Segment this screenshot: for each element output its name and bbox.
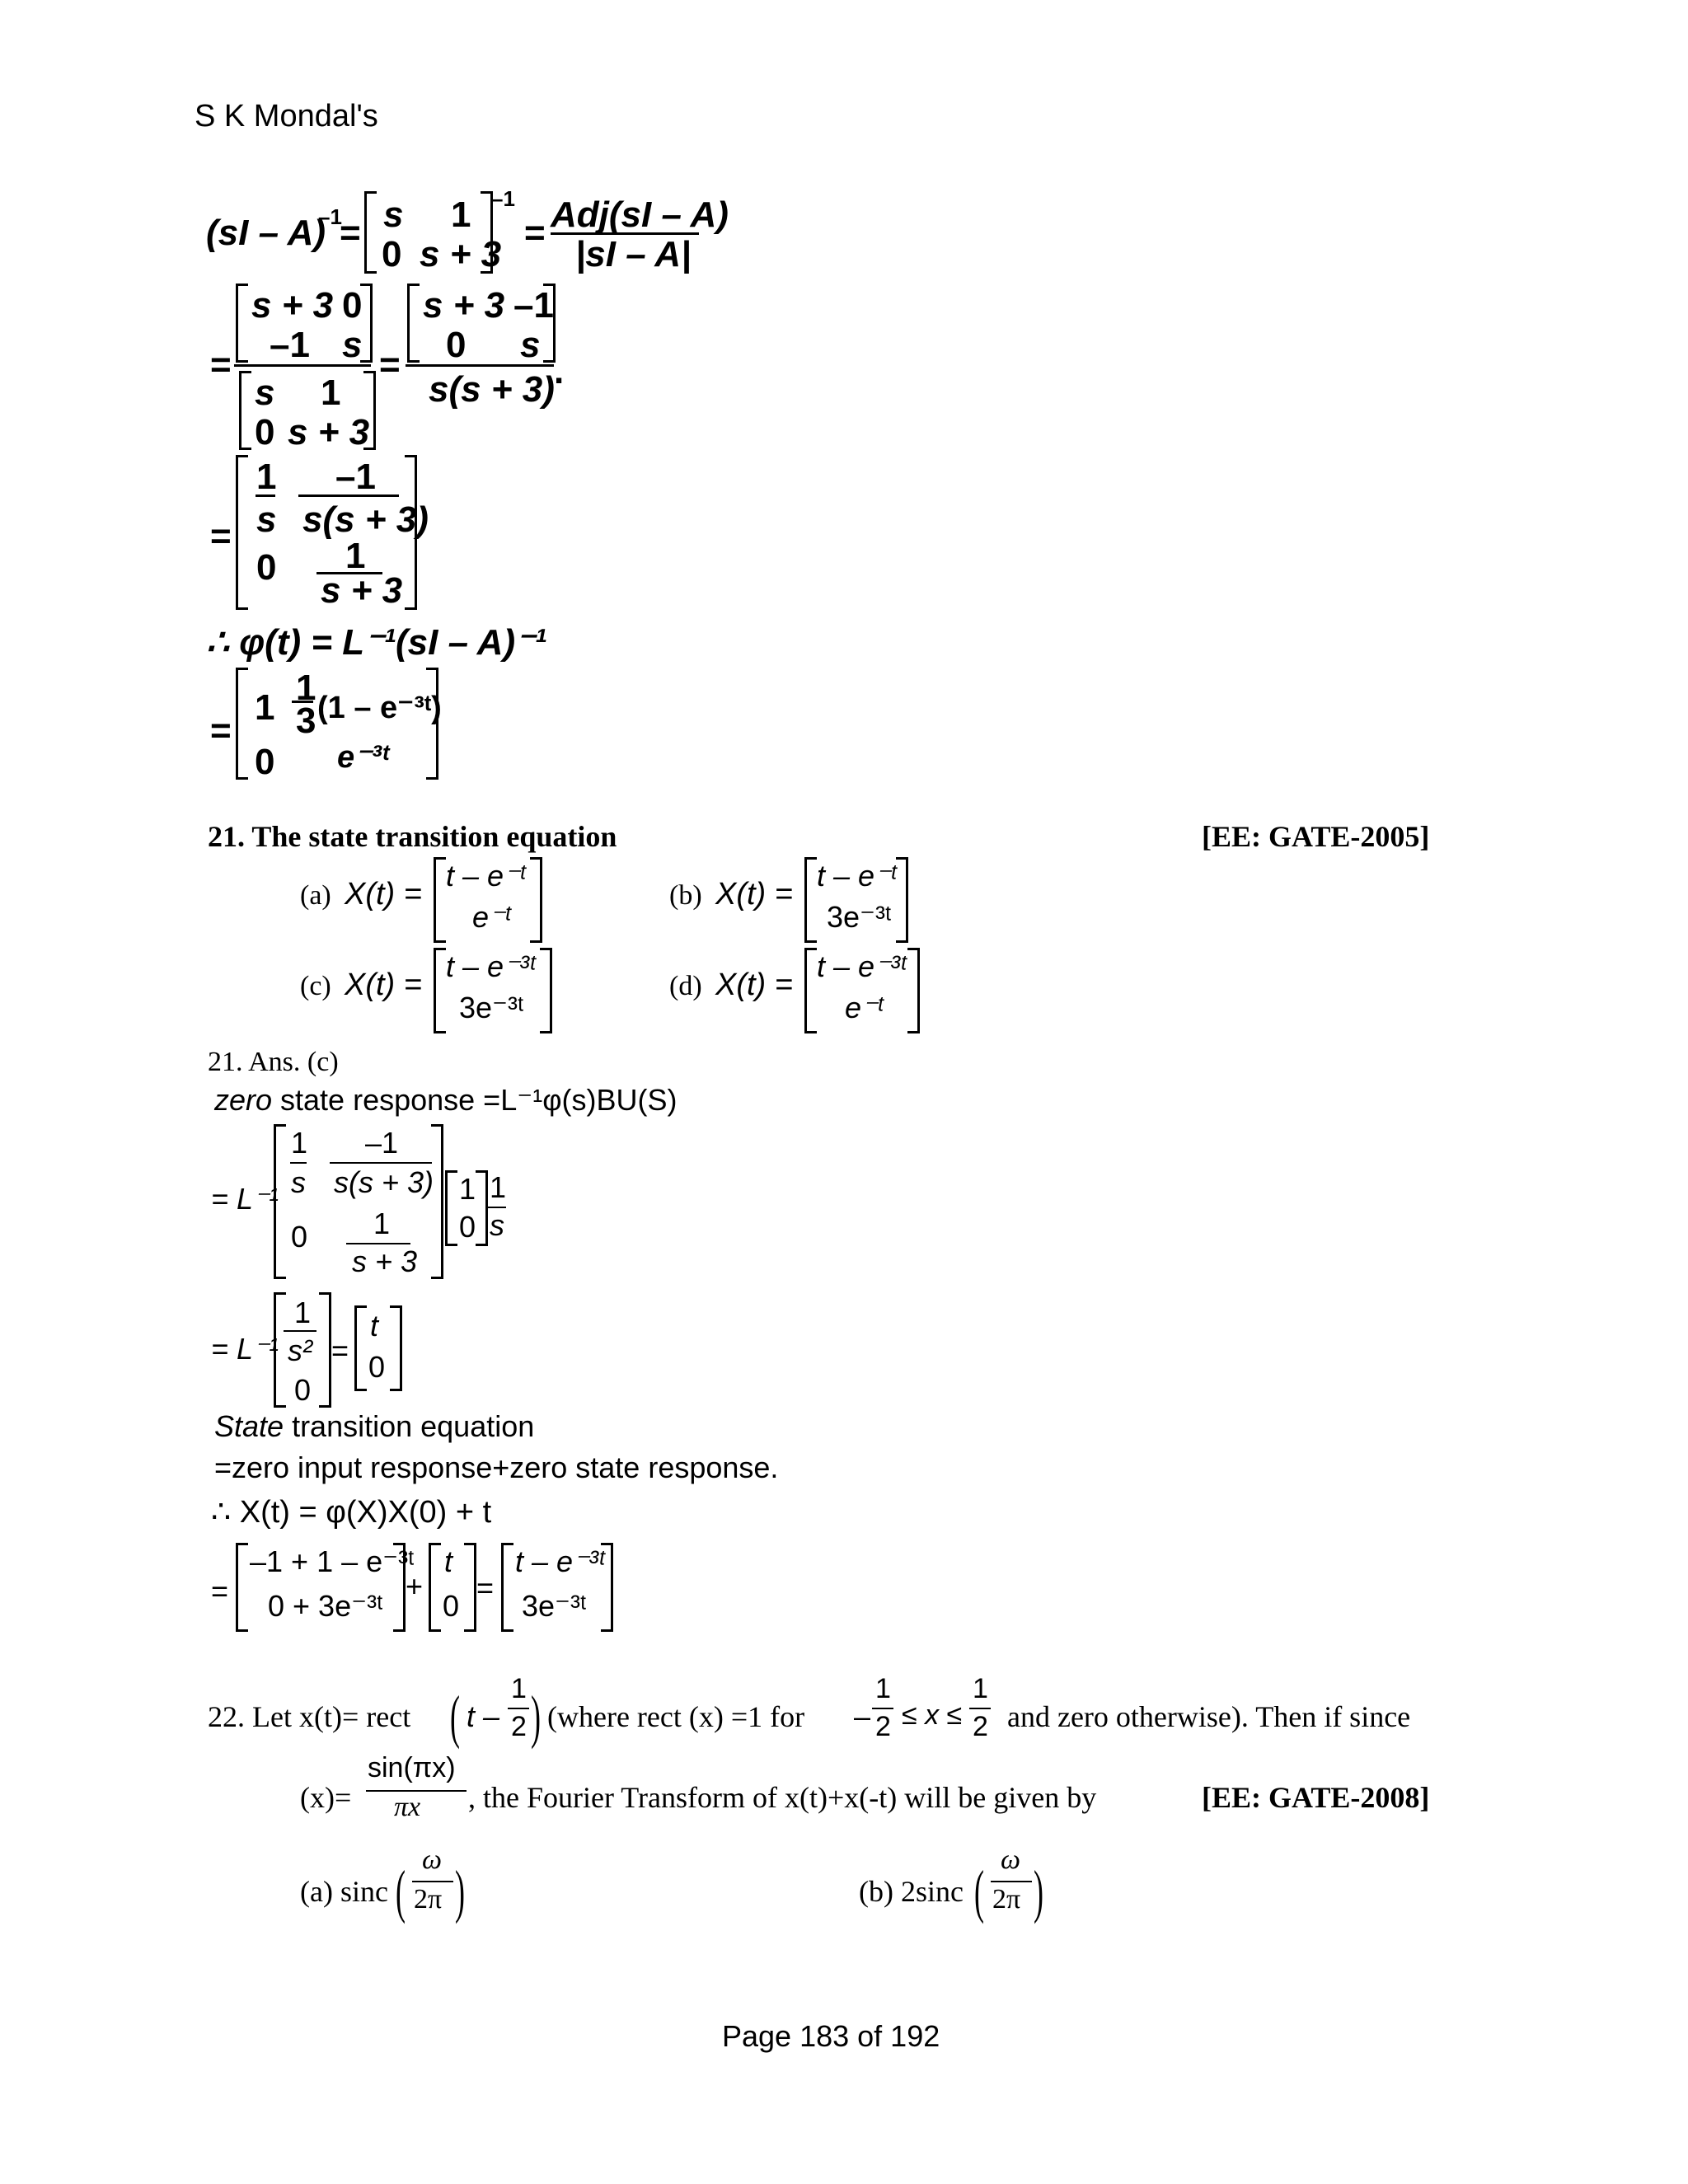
matrix-cell: s + 3 bbox=[420, 234, 502, 274]
one-over-s-squared bbox=[274, 1292, 331, 1408]
resolvent-matrix-2 bbox=[274, 1124, 443, 1279]
equals-sign: = bbox=[340, 213, 361, 253]
matrix-cell: 1 bbox=[255, 687, 275, 728]
fraction-bar bbox=[330, 1162, 432, 1164]
author-header: S K Mondal's bbox=[195, 99, 378, 134]
adjoint-numerator: Adj(sI – A) bbox=[551, 194, 729, 235]
matrix-cell: 0 bbox=[342, 285, 363, 326]
inverse-laplace: = L⁻¹ bbox=[211, 1182, 279, 1216]
matrix-cell: 0 bbox=[446, 325, 467, 365]
matrix-cell: t – e⁻ᵗ bbox=[446, 859, 526, 893]
italic-word: zero bbox=[214, 1083, 273, 1117]
matrix-cell: 1 bbox=[345, 536, 366, 576]
input-vector bbox=[445, 1170, 488, 1246]
right-paren: ) bbox=[455, 1858, 465, 1924]
final-matrix bbox=[501, 1543, 613, 1632]
matrix-cell: s + 3 bbox=[423, 285, 505, 326]
left-paren: ( bbox=[396, 1858, 406, 1924]
matrix-cell: (1 – e⁻³ᵗ) bbox=[317, 691, 442, 725]
inequality: ≤ x ≤ bbox=[902, 1699, 963, 1731]
state-equation-line: ∴ X(t) = φ(X)X(0) + t bbox=[211, 1495, 492, 1530]
fraction-numerator: sin(πx) bbox=[368, 1752, 456, 1783]
matrix-cell: s bbox=[342, 325, 363, 365]
matrix-cell: s bbox=[291, 1165, 306, 1199]
matrix-cell: 1 bbox=[373, 1207, 391, 1240]
option-matrix bbox=[434, 857, 542, 943]
option-label: (c) bbox=[300, 971, 331, 1001]
matrix-cell: s + 3 bbox=[352, 1244, 418, 1278]
option-matrix bbox=[804, 857, 908, 943]
question-21-title: 21. The state transition equation bbox=[208, 820, 617, 853]
fraction-numerator: 1 bbox=[973, 1673, 988, 1704]
option-label: (a) sinc bbox=[300, 1875, 388, 1908]
fraction-numerator: 1 bbox=[511, 1673, 527, 1704]
lhs-exponent: –1 bbox=[318, 204, 342, 229]
matrix-cell: –1 bbox=[365, 1126, 399, 1160]
fraction-bar bbox=[290, 1162, 307, 1164]
matrix-cell: 1 bbox=[459, 1172, 476, 1206]
matrix-cell: t – e⁻³ᵗ bbox=[515, 1544, 605, 1578]
phi-matrix bbox=[236, 668, 442, 782]
matrix-cell: t bbox=[370, 1309, 379, 1343]
equals-sign: = bbox=[331, 1333, 349, 1367]
matrix-cell: 1 bbox=[296, 668, 316, 708]
matrix-cell: s(s + 3) bbox=[302, 499, 429, 540]
matrix-cell: t – e⁻³ᵗ bbox=[817, 949, 907, 983]
equals-sign: = bbox=[476, 1571, 495, 1605]
matrix-cell: 0 bbox=[256, 547, 277, 588]
rect-argument: t – bbox=[467, 1699, 500, 1733]
fraction-numerator: ω bbox=[1001, 1844, 1021, 1875]
determinant-denominator: |sI – A| bbox=[575, 234, 692, 274]
option-label: (d) bbox=[669, 971, 702, 1001]
zero-state-vector bbox=[429, 1543, 476, 1632]
response-sum-line: =zero input response+zero state response. bbox=[214, 1451, 779, 1484]
matrix-cell: s + 3 bbox=[321, 570, 403, 611]
fraction-numerator: 1 bbox=[490, 1170, 507, 1204]
matrix-cell: 0 bbox=[459, 1210, 476, 1244]
matrix-cell: s bbox=[255, 373, 275, 413]
matrix-cell: t bbox=[444, 1544, 453, 1578]
matrix-exponent: –1 bbox=[491, 186, 515, 211]
line-text: state response =L⁻¹φ(s)BU(S) bbox=[272, 1083, 678, 1117]
period: . bbox=[554, 351, 565, 391]
resolvent-matrix bbox=[236, 455, 429, 611]
minus-sign: – bbox=[854, 1699, 871, 1733]
matrix-cell: 0 bbox=[443, 1589, 460, 1623]
option-label: (b) 2sinc bbox=[859, 1875, 964, 1908]
fraction-numerator: ω bbox=[422, 1844, 443, 1875]
matrix-sI-A bbox=[364, 191, 502, 274]
fraction-denominator: πx bbox=[394, 1792, 421, 1822]
matrix-cell: 0 bbox=[368, 1350, 386, 1384]
option-expression: X(t) = bbox=[715, 877, 793, 912]
fraction-denominator: 2π bbox=[992, 1884, 1021, 1915]
adjoint-matrix bbox=[236, 284, 373, 363]
matrix-cell: 1 bbox=[294, 1296, 312, 1329]
line-text: transition equation bbox=[284, 1409, 535, 1443]
matrix-cell: t – e⁻³ᵗ bbox=[446, 949, 536, 983]
equals-sign: = bbox=[210, 710, 232, 751]
question-22-text: (where rect (x) =1 for bbox=[547, 1700, 805, 1733]
fraction-bar bbox=[508, 1708, 529, 1709]
question-22-text: and zero otherwise). Then if since bbox=[1007, 1700, 1411, 1733]
matrix-cell: –1 bbox=[270, 325, 310, 365]
equals-sign: = bbox=[210, 516, 232, 556]
matrix-cell: 3e⁻³ᵗ bbox=[827, 900, 892, 934]
matrix-cell: 0 bbox=[294, 1373, 312, 1407]
matrix-cell: 1 bbox=[451, 194, 471, 235]
question-22-text: 22. Let x(t)= rect bbox=[208, 1700, 411, 1733]
matrix-cell: 3 bbox=[296, 701, 316, 741]
equals-sign: = bbox=[524, 213, 546, 253]
matrix-cell: s(s + 3) bbox=[334, 1165, 434, 1199]
matrix-cell: s bbox=[383, 194, 404, 235]
phi-definition: ∴ φ(t) = L⁻¹(sI – A)⁻¹ bbox=[206, 622, 546, 663]
matrix-cell: e⁻³ᵗ bbox=[337, 740, 389, 775]
fraction-denominator: 2 bbox=[511, 1711, 527, 1742]
zero-input-matrix bbox=[236, 1543, 415, 1632]
denominator: s(s + 3) bbox=[429, 369, 555, 410]
left-paren: ( bbox=[974, 1858, 984, 1924]
italic-word: State bbox=[214, 1409, 284, 1443]
fraction-bar bbox=[256, 494, 275, 497]
option-expression: X(t) = bbox=[345, 968, 422, 1002]
question-22-text: , the Fourier Transform of x(t)+x(-t) will be given by bbox=[468, 1781, 1097, 1814]
fraction-bar bbox=[284, 1330, 316, 1332]
matrix-cell: e⁻ᵗ bbox=[472, 900, 511, 934]
answer-21: 21. Ans. (c) bbox=[208, 1047, 339, 1077]
matrix-cell: 0 bbox=[255, 742, 275, 782]
option-label: (b) bbox=[669, 880, 702, 911]
fraction-bar bbox=[298, 494, 399, 497]
matrix-cell: 0 bbox=[291, 1220, 308, 1254]
equals-sign: = bbox=[210, 344, 232, 385]
fraction-bar bbox=[316, 572, 382, 574]
fraction-bar bbox=[991, 1881, 1032, 1882]
fraction-bar bbox=[412, 1881, 453, 1882]
matrix-cell: 3e⁻³ᵗ bbox=[522, 1589, 587, 1623]
lhs-expression: (sI – A) bbox=[206, 213, 326, 253]
zero-state-response-line bbox=[214, 1083, 678, 1118]
option-label: (a) bbox=[300, 880, 331, 911]
right-paren: ) bbox=[531, 1684, 541, 1750]
matrix-cell: 1 bbox=[321, 373, 341, 413]
right-paren: ) bbox=[1034, 1858, 1043, 1924]
matrix-cell: 0 bbox=[382, 234, 402, 274]
matrix-cell: s bbox=[256, 499, 277, 540]
matrix-cell: –1 bbox=[513, 285, 554, 326]
fraction-numerator: 1 bbox=[875, 1673, 891, 1704]
matrix-cell: s² bbox=[288, 1333, 312, 1367]
fraction-bar bbox=[346, 1243, 410, 1244]
matrix-cell: 0 bbox=[255, 412, 275, 452]
plus-sign: + bbox=[406, 1569, 424, 1603]
page-number: Page 183 of 192 bbox=[722, 2019, 940, 2053]
matrix-cell: 0 + 3e⁻³ᵗ bbox=[268, 1589, 383, 1623]
sinc-label: (x)= bbox=[300, 1781, 352, 1814]
question-21-tag: [EE: GATE-2005] bbox=[1202, 820, 1430, 853]
option-expression: X(t) = bbox=[715, 968, 793, 1002]
matrix-cell: e⁻ᵗ bbox=[845, 991, 884, 1024]
matrix-cell: –1 bbox=[335, 457, 376, 497]
matrix-cell: –1 + 1 – e⁻³ᵗ bbox=[250, 1544, 415, 1578]
left-paren: ( bbox=[450, 1684, 460, 1750]
fraction-bar bbox=[969, 1708, 991, 1709]
fraction-bar bbox=[234, 364, 371, 367]
matrix-cell: 1 bbox=[256, 457, 277, 497]
matrix-cell: 1 bbox=[291, 1126, 308, 1160]
fraction-denominator: 2 bbox=[875, 1711, 891, 1742]
matrix-cell: s + 3 bbox=[251, 285, 334, 326]
fraction-denominator: 2 bbox=[973, 1711, 988, 1742]
state-transition-heading bbox=[214, 1409, 534, 1444]
adjoint-matrix-2 bbox=[407, 284, 556, 363]
option-matrix bbox=[804, 948, 920, 1033]
determinant-matrix bbox=[239, 371, 376, 450]
fraction-denominator: s bbox=[490, 1208, 504, 1242]
matrix-cell: s + 3 bbox=[288, 412, 370, 452]
option-matrix bbox=[434, 948, 552, 1033]
fraction-denominator: 2π bbox=[414, 1884, 443, 1915]
fraction-bar bbox=[292, 701, 313, 703]
result-vector bbox=[354, 1305, 402, 1391]
fraction-bar bbox=[406, 364, 554, 367]
equals-sign: = bbox=[379, 344, 401, 385]
equals-sign: = bbox=[211, 1574, 229, 1608]
matrix-cell: t – e⁻ᵗ bbox=[817, 859, 897, 893]
question-22-tag: [EE: GATE-2008] bbox=[1202, 1781, 1430, 1814]
fraction-bar bbox=[872, 1708, 893, 1709]
matrix-cell: s bbox=[520, 325, 541, 365]
inverse-laplace: = L⁻¹ bbox=[211, 1332, 279, 1366]
matrix-cell: 3e⁻³ᵗ bbox=[459, 991, 524, 1024]
option-expression: X(t) = bbox=[345, 877, 422, 912]
